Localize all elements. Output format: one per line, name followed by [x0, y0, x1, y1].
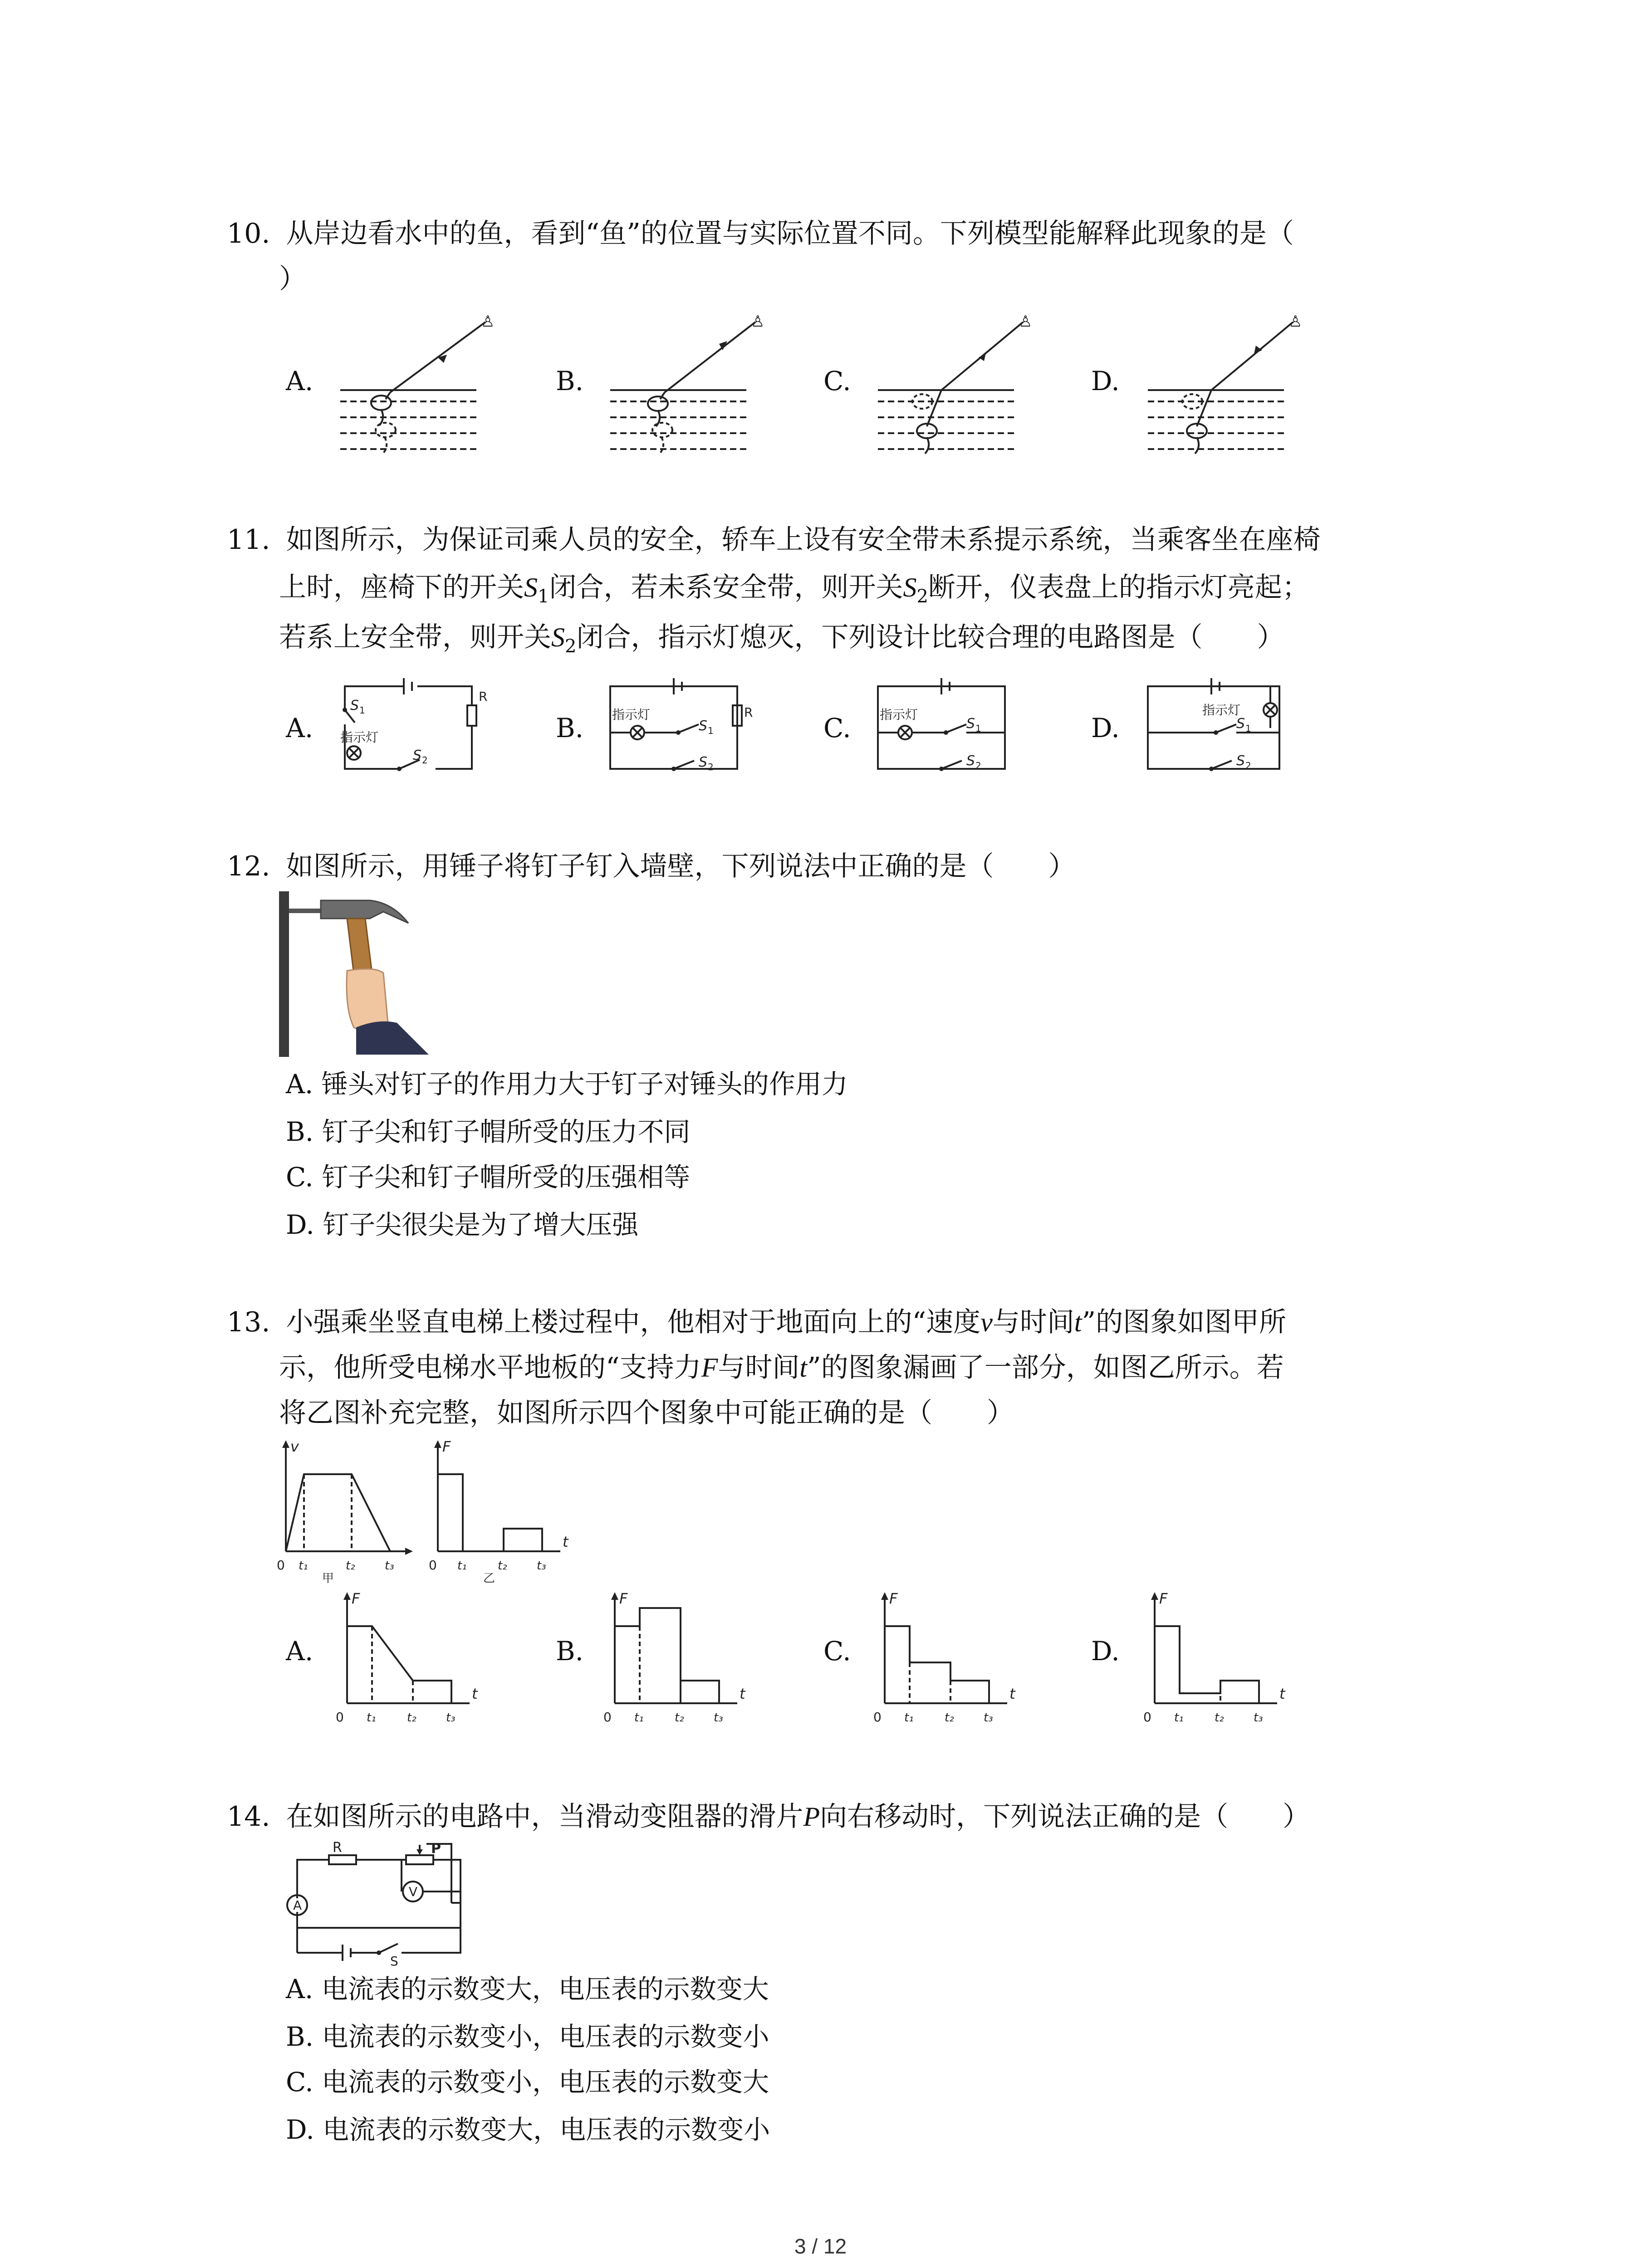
svg-text:S: S [1236, 716, 1245, 732]
axis-label-f: F [889, 1590, 898, 1607]
axis-label-f: F [442, 1438, 451, 1455]
svg-text:1: 1 [708, 725, 714, 736]
q11-circuit-b [606, 674, 769, 782]
question-12 [227, 844, 1452, 889]
tick-t2: t₂ [346, 1559, 355, 1573]
origin-label: 0 [336, 1710, 344, 1725]
tick-t1: t₁ [299, 1559, 308, 1573]
q13-option-a-label: A. [286, 1636, 314, 1667]
svg-text:1: 1 [359, 705, 365, 716]
q12-option-b: B. 钉子尖和钉子帽所受的压力不同 [286, 1116, 691, 1147]
variable-t: t [799, 1353, 808, 1383]
question-text: 从岸边看水中的鱼，看到“鱼”的位置与实际位置不同。下列模型能解释此现象的是（ [286, 218, 1294, 249]
svg-text:S: S [1236, 753, 1245, 769]
hammer-nail-figure [279, 891, 460, 1059]
text-segment: ”的图象漏画了一部分，如图乙所示。若 [807, 1352, 1284, 1383]
q11-circuit-a [336, 674, 499, 782]
axis-label-f: F [619, 1590, 628, 1607]
text-segment: 闭合，指示灯熄灭，下列设计比较合理的电路图是（ ） [576, 621, 1284, 653]
q13-graph-b [601, 1590, 764, 1735]
lamp-label: 指示灯 [1202, 703, 1241, 718]
q10-option-b-label: B. [556, 366, 584, 396]
svg-text:S: S [966, 753, 975, 769]
q13-graph-a [333, 1590, 497, 1735]
question-10-cont: ） [279, 263, 306, 295]
q12-option-d: D. 钉子尖很尖是为了增大压强 [286, 1209, 639, 1240]
svg-text:1: 1 [975, 723, 981, 734]
svg-text:2: 2 [422, 755, 428, 766]
variable-t: t [1074, 1307, 1082, 1337]
svg-text:♙: ♙ [481, 313, 495, 331]
q14-option-b: B. 电流表的示数变小，电压表的示数变小 [286, 2021, 769, 2052]
axis-label-t: t [563, 1533, 568, 1550]
axis-label-t: t [1279, 1685, 1285, 1702]
q11-option-b-label: B. [556, 713, 584, 743]
tick-t1: t₁ [1174, 1711, 1184, 1725]
question-14 [227, 1794, 1452, 1839]
svg-text:2: 2 [1245, 760, 1251, 771]
q11-option-c-label: C. [823, 713, 851, 743]
text-segment: 闭合，若未系安全带，则开关 [549, 572, 903, 603]
q10-option-a-label: A. [286, 366, 314, 396]
question-number: 10. [227, 218, 270, 249]
slider-label: P [431, 1841, 441, 1857]
q14-option-c: C. 电流表的示数变小，电压表的示数变大 [286, 2067, 769, 2097]
q10-option-d-label: D. [1091, 366, 1120, 396]
text-segment: 与时间 [718, 1352, 800, 1383]
q14-option-d: D. 电流表的示数变大，电压表的示数变小 [286, 2114, 770, 2145]
q11-circuit-d [1143, 674, 1307, 782]
figure-label-jia: 甲 [322, 1572, 334, 1583]
variable-p: P [803, 1802, 820, 1832]
svg-text:S: S [966, 716, 975, 732]
axis-label-t: t [1009, 1685, 1015, 1702]
q13-option-b-label: B. [556, 1636, 584, 1667]
lamp-label: 指示灯 [880, 707, 918, 722]
svg-text:2: 2 [708, 762, 714, 772]
q10-option-c-label: C. [823, 366, 851, 396]
figure-label-yi: 乙 [483, 1572, 495, 1583]
q10-figure-a [336, 308, 535, 463]
text-segment: 与时间 [992, 1306, 1074, 1338]
question-11-line2 [279, 565, 1309, 619]
lamp-label: 指示灯 [612, 707, 651, 722]
svg-text:S: S [699, 754, 708, 770]
sleeve [356, 1022, 429, 1055]
origin-label: 0 [603, 1710, 612, 1725]
q14-circuit [279, 1839, 488, 1966]
origin-label: 0 [429, 1558, 437, 1573]
switch-label: S [390, 1954, 398, 1966]
text-segment: 小强乘坐竖直电梯上楼过程中，他相对于地面向上的“速度 [286, 1306, 981, 1338]
svg-text:♙: ♙ [751, 313, 765, 331]
tick-t1: t₁ [634, 1711, 644, 1725]
graph-yi-force-time [424, 1438, 578, 1583]
resistor-label: R [333, 1840, 342, 1856]
q14-option-a: A. 电流表的示数变大，电压表的示数变大 [286, 1974, 769, 2004]
question-10 [227, 211, 1452, 256]
tick-t3: t₃ [714, 1711, 723, 1725]
origin-label: 0 [1143, 1710, 1151, 1725]
question-number: 11. [227, 524, 270, 556]
lamp-label: 指示灯 [340, 730, 379, 745]
graph-jia-velocity-time [272, 1438, 417, 1583]
tick-t3: t₃ [446, 1711, 456, 1725]
tick-t3: t₃ [984, 1711, 993, 1725]
tick-t2: t₂ [945, 1711, 954, 1725]
svg-text:1: 1 [1245, 723, 1251, 734]
q13-graph-d [1141, 1590, 1304, 1735]
switch-s2-symbol: S [551, 622, 565, 652]
q10-figure-d [1143, 308, 1343, 463]
axis-label-t: t [472, 1685, 478, 1702]
question-number: 14. [227, 1801, 270, 1833]
text-segment: 断开，仪表盘上的指示灯亮起； [928, 572, 1309, 603]
tick-t1: t₁ [457, 1559, 467, 1573]
question-number: 12. [227, 850, 270, 882]
text-segment: 若系上安全带，则开关 [279, 621, 551, 653]
tick-t3: t₃ [1254, 1711, 1263, 1725]
text-segment: 在如图所示的电路中，当滑动变阻器的滑片 [286, 1801, 803, 1833]
question-number: 13. [227, 1306, 270, 1338]
axis-label-f: F [1159, 1590, 1168, 1607]
resistor-label: R [479, 689, 488, 704]
subscript: 2 [565, 636, 577, 657]
question-11 [227, 517, 1452, 562]
switch-s2-symbol: S [903, 572, 917, 602]
axis-label-v: v [290, 1438, 299, 1455]
text-segment: ”的图象如图甲所 [1082, 1306, 1287, 1338]
tick-t2: t₂ [498, 1559, 507, 1573]
q11-option-a-label: A. [286, 713, 314, 743]
nail [289, 909, 321, 913]
q13-graph-c [871, 1590, 1034, 1735]
tick-t1: t₁ [367, 1711, 376, 1725]
question-13-line2 [279, 1345, 1504, 1390]
tick-t3: t₃ [537, 1559, 546, 1573]
resistor-label: R [744, 705, 753, 720]
question-13 [227, 1300, 1488, 1345]
svg-text:S: S [699, 718, 708, 734]
svg-text:♙: ♙ [1288, 313, 1303, 331]
question-text-line1: 如图所示，为保证司乘人员的安全，轿车上设有安全带未系提示系统，当乘客坐在座椅 [286, 524, 1321, 556]
svg-text:S: S [350, 698, 359, 714]
svg-text:2: 2 [975, 760, 981, 771]
subscript: 2 [916, 586, 928, 607]
voltmeter-label: V [409, 1884, 418, 1899]
text-segment: 向右移动时，下列说法正确的是（ ） [820, 1801, 1310, 1833]
tick-t2: t₂ [675, 1711, 684, 1725]
tick-t2: t₂ [407, 1711, 416, 1725]
axis-label-t: t [740, 1685, 745, 1702]
q10-figure-c [873, 308, 1073, 463]
q13-option-d-label: D. [1091, 1636, 1120, 1667]
q10-figure-b [606, 308, 805, 463]
svg-text:S: S [413, 748, 422, 763]
svg-text:♙: ♙ [1019, 313, 1033, 331]
q11-circuit-c [873, 674, 1037, 782]
question-13-line3: 将乙图补充完整，如图所示四个图象中可能正确的是（ ） [279, 1397, 1014, 1429]
ammeter-label: A [293, 1898, 302, 1913]
tick-t3: t₃ [385, 1559, 394, 1573]
variable-f: F [701, 1353, 718, 1383]
variable-v: v [980, 1307, 993, 1337]
switch-s1-symbol: S [524, 572, 538, 602]
origin-label: 0 [277, 1558, 285, 1573]
q13-option-c-label: C. [823, 1636, 851, 1667]
origin-label: 0 [873, 1710, 882, 1725]
wall [279, 891, 289, 1057]
subscript: 1 [538, 586, 549, 607]
q12-option-c: C. 钉子尖和钉子帽所受的压强相等 [286, 1162, 691, 1193]
tick-t1: t₁ [904, 1711, 914, 1725]
q12-option-a: A. 锤头对钉子的作用力大于钉子对锤头的作用力 [286, 1069, 848, 1100]
tick-t2: t₂ [1215, 1711, 1224, 1725]
text-segment: 示，他所受电梯水平地板的“支持力 [279, 1352, 701, 1383]
question-text: 如图所示，用锤子将钉子钉入墙壁，下列说法中正确的是（ ） [286, 850, 1076, 882]
axis-label-f: F [352, 1590, 360, 1607]
text-segment: 上时，座椅下的开关 [279, 572, 524, 603]
page-number: 3 / 12 [794, 2234, 847, 2258]
question-11-line3 [279, 615, 1284, 669]
q11-option-d-label: D. [1091, 713, 1120, 743]
